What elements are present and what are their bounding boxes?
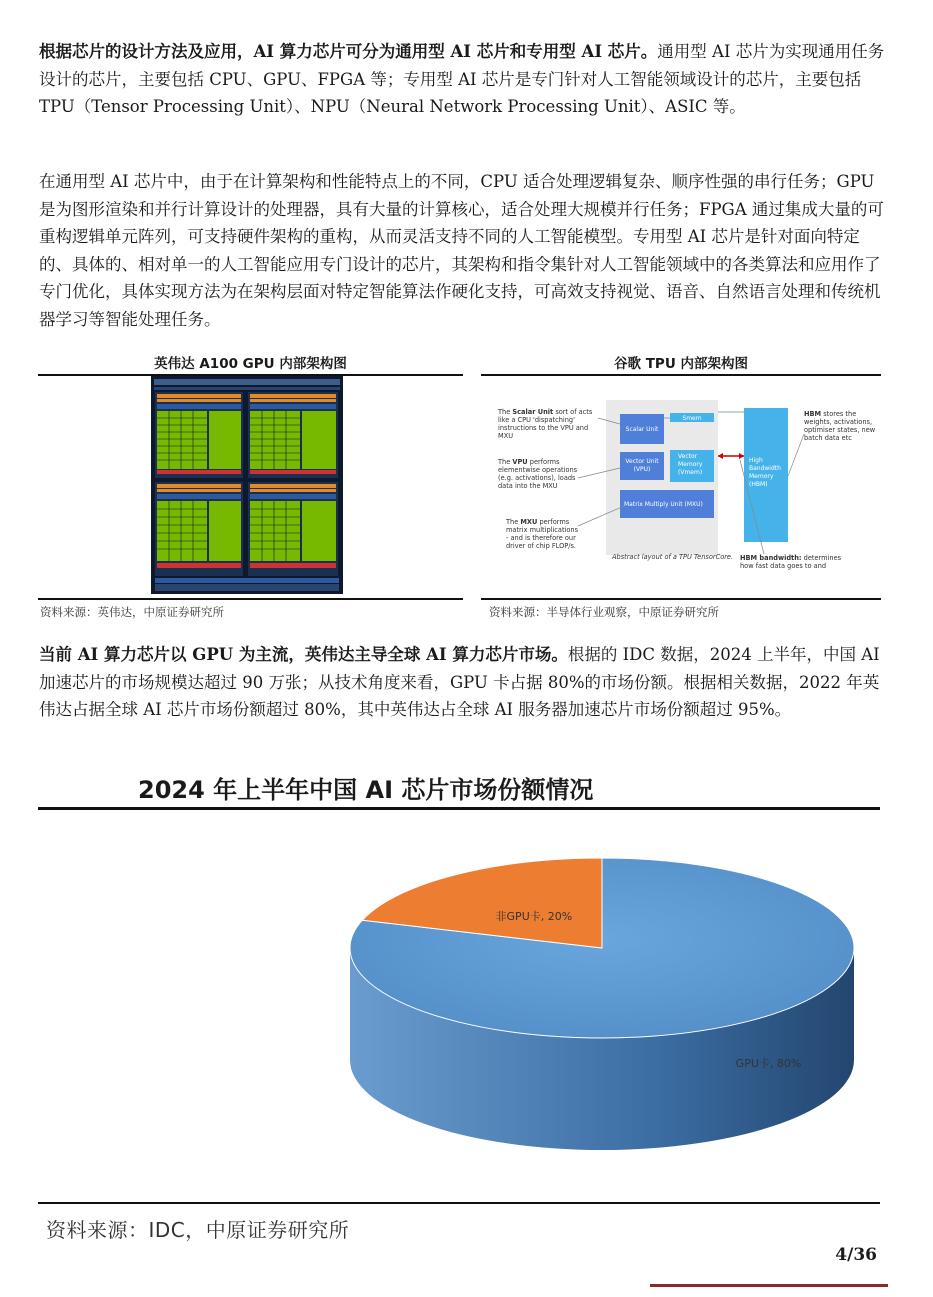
tpu-architecture-diagram xyxy=(494,396,876,574)
mxu-note-3: - and is therefore our xyxy=(506,534,576,542)
pie-chart xyxy=(340,850,870,1160)
vmem-label-1: Vector xyxy=(678,453,698,460)
smem-label: Smem xyxy=(682,415,702,422)
scalar-note-4: MXU xyxy=(498,432,514,440)
intro-paragraph xyxy=(39,38,891,121)
intro-bold-sentence: 根据芯片的设计方法及应用，AI 算力芯片可分为通用型 AI 芯片和专用型 AI 芯片。 xyxy=(39,42,658,61)
hbm-note-2: weights, activations, xyxy=(804,418,873,426)
mxu-note-1: The MXU performs xyxy=(506,518,570,526)
sm-block-bottom-left xyxy=(155,482,243,576)
a100-figure-title: 英伟达 A100 GPU 内部架构图 xyxy=(154,356,347,372)
tpu-caption: Abstract layout of a TPU TensorCore. xyxy=(612,553,734,561)
scalar-unit-label: Scalar Unit xyxy=(625,426,659,433)
footer-accent-line xyxy=(650,1284,888,1287)
mxu-note-2: matrix multiplications xyxy=(506,526,579,534)
a100-figure-bottom-rule xyxy=(38,598,463,600)
vmem-label-2: Memory xyxy=(678,461,703,468)
sm-block-top-left xyxy=(155,392,243,478)
tpu-figure-bottom-rule xyxy=(481,598,881,600)
page-number: 4/36 xyxy=(835,1245,877,1265)
scalar-note-3: instructions to the VPU and xyxy=(498,424,589,432)
mxu-label: Matrix Multiply Unit (MXU) xyxy=(624,501,703,508)
hbm-note-3: optimiser states, new xyxy=(804,426,876,434)
vpu-note-2: elementwise operations xyxy=(498,466,578,474)
vpu-note-3: (e.g. activations), loads xyxy=(498,474,576,482)
vpu-label-2: (VPU) xyxy=(633,466,651,473)
hbm-bw-note-2: how fast data goes to and xyxy=(740,562,827,570)
market-paragraph xyxy=(39,641,891,724)
tpu-figure-top-rule xyxy=(481,374,881,376)
vpu-label-1: Vector Unit xyxy=(625,458,659,465)
vpu-note-4: data into the MXU xyxy=(498,482,558,490)
pie-label-gpu: GPU卡, 80% xyxy=(735,1056,802,1070)
intro-rest: 通用型 AI 芯片为实现通用任务设计的芯片，主要包括 CPU、GPU、FPGA 等；专用型 AI 芯片是专门针对人工智能领域设计的芯片，主要包括 TPU（Tensor Processing Unit）、NPU（Neural Network Processing Unit）、ASIC 等。 xyxy=(39,42,885,116)
hbm-note-1: HBM stores the xyxy=(804,410,857,418)
hbm-label-3: Memory xyxy=(749,473,774,480)
vmem-label-3: (Vmem) xyxy=(678,469,703,476)
hbm-note-4: batch data etc xyxy=(804,434,852,442)
chart-bottom-rule xyxy=(38,1202,880,1204)
chart-title: 2024 年上半年中国 AI 芯片市场份额情况 xyxy=(138,776,594,804)
hbm-label-1: High xyxy=(749,457,763,464)
sm-block-top-right xyxy=(248,392,338,478)
pie-label-non-gpu: 非GPU卡, 20% xyxy=(495,909,573,923)
hbm-bw-note-1: HBM bandwidth: determines xyxy=(740,554,842,562)
hbm-label-4: (HBM) xyxy=(749,481,768,488)
chart-source: 资料来源：IDC，中原证券研究所 xyxy=(46,1218,350,1242)
a100-source: 资料来源：英伟达，中原证券研究所 xyxy=(40,605,224,619)
general-vs-specific-paragraph: 在通用型 AI 芯片中，由于在计算架构和性能特点上的不同，CPU 适合处理逻辑复杂、顺序性强的串行任务；GPU 是为图形渲染和并行计算设计的处理器，具有大量的计算核心，适合处理大规模并行任务；FPGA 通过集成大量的可重构逻辑单元阵列，可支持硬件架构的重构，从而灵活支持不同的人工智能模型。专用型 AI 芯片是针对面向特定的、具体的、相对单一的人工智能应用专门设计的芯片，其架构和指令集针对人工智能领域中的各类算法和应用作了专门优化，具体实现方法为在架构层面对特定智能算法作硬化支持，可高效支持视觉、语音、自然语言处理和传统机器学习等智能处理任务。 xyxy=(39,172,884,329)
mxu-note-4: driver of chip FLOP/s. xyxy=(506,542,577,550)
market-bold-sentence: 当前 AI 算力芯片以 GPU 为主流，英伟达主导全球 AI 算力芯片市场。 xyxy=(39,645,568,664)
scalar-note-1: The Scalar Unit sort of acts xyxy=(498,408,593,416)
vpu-note-1: The VPU performs xyxy=(498,458,560,466)
market-rest: 根据的 IDC 数据，2024 上半年，中国 AI 加速芯片的市场规模达超过 90 万张；从技术角度来看，GPU 卡占据 80%的市场份额。根据相关数据，2022 年英伟达占据全球 AI 芯片市场份额超过 80%，其中英伟达占全球 AI 服务器加速芯片市场份额超过 95%。 xyxy=(39,645,880,719)
hbm-label-2: Bandwidth xyxy=(749,465,781,472)
chart-top-rule xyxy=(38,807,880,810)
scalar-note-2: like a CPU 'dispatching' xyxy=(498,416,575,424)
tpu-figure-title: 谷歌 TPU 内部架构图 xyxy=(614,356,748,372)
sm-block-bottom-right xyxy=(248,482,338,576)
a100-architecture-diagram xyxy=(151,376,343,594)
tpu-source: 资料来源：半导体行业观察，中原证券研究所 xyxy=(489,605,719,619)
